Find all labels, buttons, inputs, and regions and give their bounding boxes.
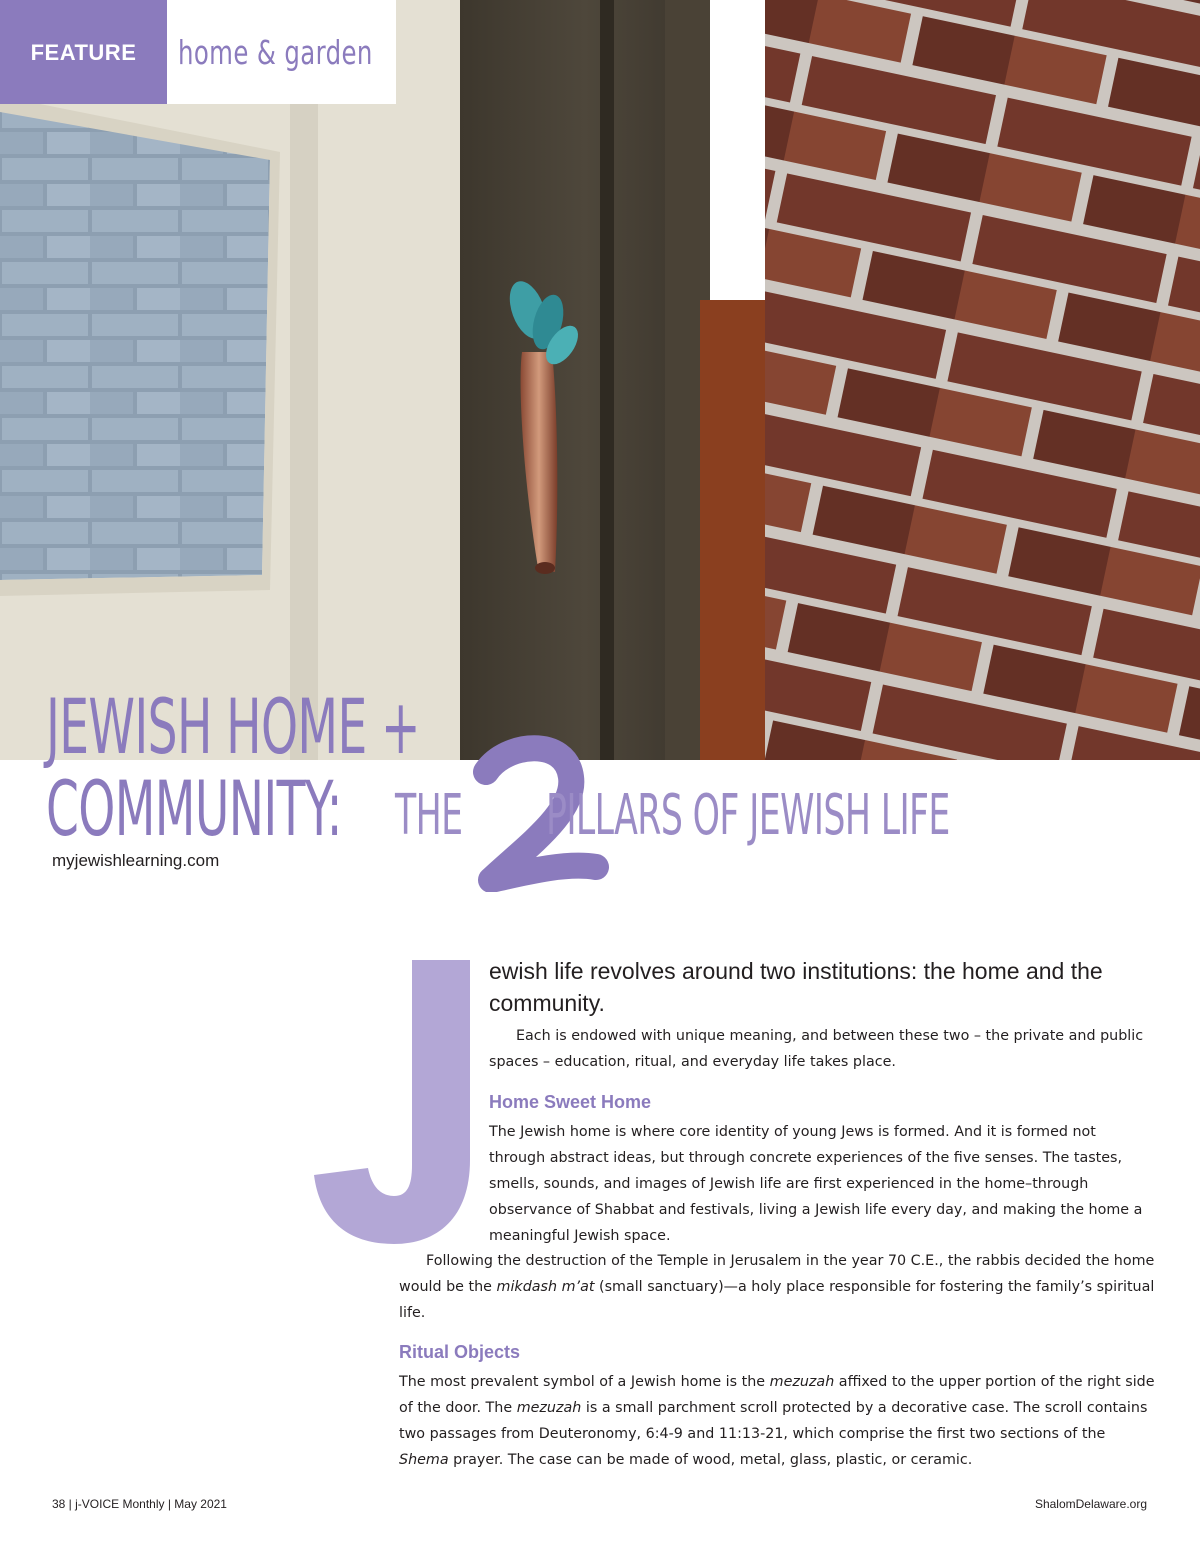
section-name-box	[167, 0, 396, 104]
ritual-term-1: mezuzah	[769, 1374, 835, 1390]
lead-paragraph: ewish life revolves around two institutions: the home and the community.	[489, 958, 1103, 1016]
drop-cap-j	[312, 960, 482, 1250]
feature-photo	[0, 0, 1200, 760]
footer-website: ShalomDelaware.org	[1034, 1497, 1147, 1511]
ritual-paragraph	[399, 1369, 1155, 1473]
intro-paragraph: Each is endowed with unique meaning, and between these two – the private and public spaces – education, ritual, and everyday life takes place.	[489, 1028, 1144, 1070]
ritual-text-a: The most prevalent symbol of a Jewish home is the	[399, 1374, 770, 1390]
ritual-term-2: mezuzah	[516, 1400, 582, 1416]
mezuzah-photo-illustration	[0, 0, 1200, 760]
headline-pillars: PILLARS OF JEWISH LIFE	[546, 783, 950, 848]
feature-badge	[0, 0, 167, 104]
temple-term-italic: mikdash m’at	[496, 1279, 595, 1295]
source-credit: myjewishlearning.com	[52, 851, 220, 870]
ritual-text-b: affixed to the upper portion of the right side of the door. The	[399, 1374, 1155, 1416]
temple-text-2: (small sanctuary)—a holy place responsible for fostering the family’s spiritual life.	[399, 1279, 1155, 1321]
temple-text-1: Following the destruction of the Temple in Jerusalem in the year 70 C.E., the rabbis decided the home would be the	[399, 1253, 1155, 1295]
ritual-term-3: Shema	[399, 1452, 449, 1468]
subhead-ritual-objects: Ritual Objects	[399, 1342, 521, 1362]
temple-paragraph	[399, 1248, 1155, 1326]
headline-line-1: JEWISH HOME +	[46, 682, 420, 771]
headline-line-2: COMMUNITY:	[46, 764, 342, 853]
ritual-text-c: is a small parchment scroll protected by a decorative case. The scroll contains two passages from Deuteronomy, 6:4-9 and 11:13-21, which comprise the first two sections of the	[399, 1400, 1148, 1442]
headline-the: THE	[395, 783, 463, 848]
subhead-home-sweet-home: Home Sweet Home	[489, 1092, 652, 1112]
section-header	[0, 0, 396, 104]
home-paragraph: The Jewish home is where core identity of young Jews is formed. And it is formed not through abstract ideas, but through concrete experiences of the five senses. The tastes, smells, sounds, and images of Jewish life are first experienced in the home–through observance of Shabbat and festivals, living a Jewish life every day, and making the home a meaningful Jewish space.	[489, 1124, 1143, 1244]
section-label: home & garden	[178, 32, 373, 72]
feature-label: FEATURE	[30, 40, 137, 65]
footer-page-info: 38 | j-VOICE Monthly | May 2021	[52, 1497, 227, 1511]
ritual-text-d: prayer. The case can be made of wood, metal, glass, plastic, or ceramic.	[448, 1452, 973, 1468]
